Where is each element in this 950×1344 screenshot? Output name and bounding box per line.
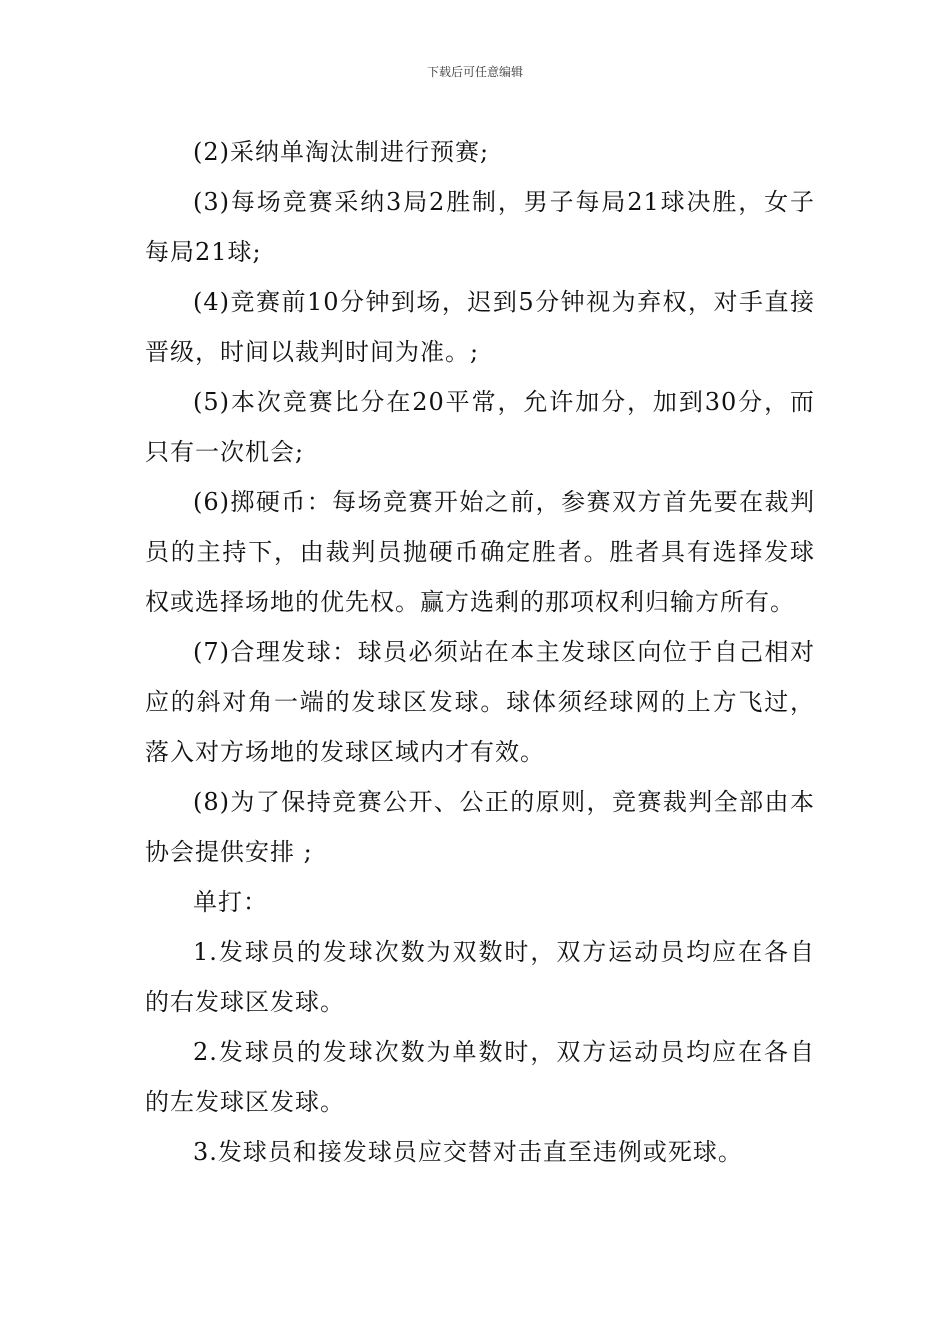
section-heading-singles: 单打： [193,888,268,916]
paragraph-rule-8: (8)为了保持竞赛公开、公正的原则，竞赛裁判全部由本协会提供安排 ; [145,788,815,866]
paragraph-singles-3: 3.发球员和接发球员应交替对击直至违例或死球。 [193,1138,743,1166]
paragraph-rule-2: (2)采纳单淘汰制进行预赛; [193,138,490,166]
paragraph-rule-4: (4)竞赛前10分钟到场，迟到5分钟视为弃权，对手直接晋级，时间以裁判时间为准。; [145,288,815,366]
paragraph-singles-1: 1.发球员的发球次数为双数时，双方运动员均应在各自的右发球区发球。 [145,938,815,1016]
document-body [145,127,815,1177]
paragraph-rule-7: (7)合理发球：球员必须站在本主发球区向位于自己相对应的斜对角一端的发球区发球。球体须经球网的上方飞过，落入对方场地的发球区域内才有效。 [145,638,815,766]
paragraph-rule-6: (6)掷硬币：每场竞赛开始之前，参赛双方首先要在裁判员的主持下，由裁判员抛硬币确定胜者。胜者具有选择发球权或选择场地的优先权。赢方选剩的那项权利归输方所有。 [145,488,815,616]
page-header: 下载后可任意编辑 [426,65,523,79]
paragraph-singles-2: 2.发球员的发球次数为单数时，双方运动员均应在各自的左发球区发球。 [145,1038,815,1116]
paragraph-rule-3: (3)每场竞赛采纳3局2胜制，男子每局21球决胜，女子每局21球; [145,188,815,266]
paragraph-rule-5: (5)本次竞赛比分在20平常，允许加分，加到30分，而只有一次机会; [145,388,815,466]
